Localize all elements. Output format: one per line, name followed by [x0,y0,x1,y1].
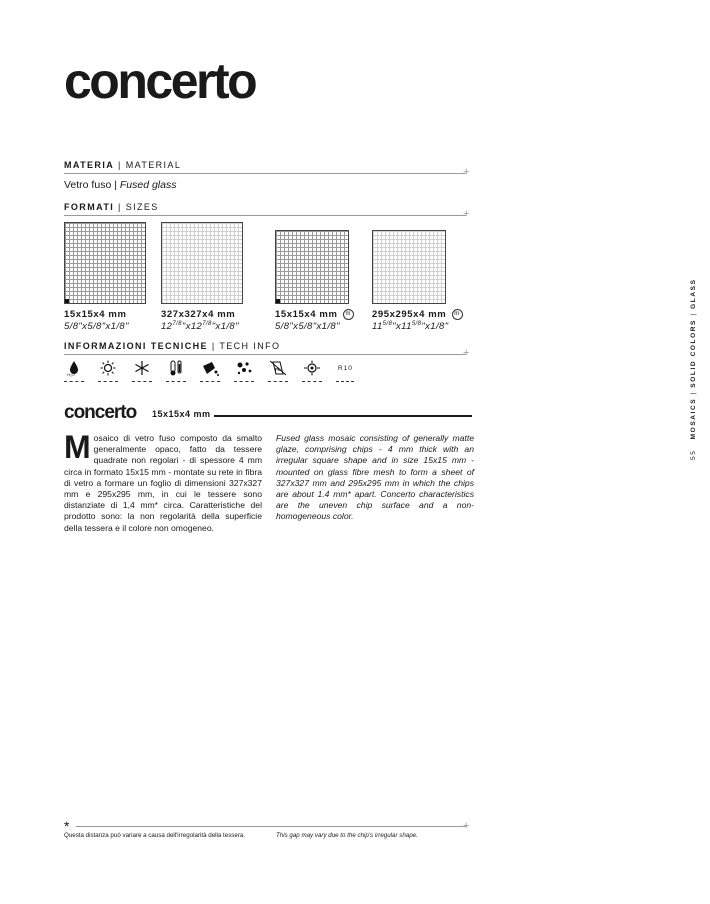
swatch-sheet-327 [161,222,243,304]
plus-mark: + [463,347,470,359]
mesh-symbol-icon: m [343,309,354,320]
product-size: 15x15x4 mm [152,409,211,419]
slip-rating-label: R10 [336,360,354,382]
material-header [64,160,181,170]
formats-header-sep: | [118,202,122,212]
product-title-rule [214,415,472,417]
mesh-symbol-icon: m [452,309,463,320]
chip-marker [276,299,280,303]
chemical-resistance-icon [200,360,220,382]
size-mm-3: 15x15x4 mm m [275,309,354,320]
tech-info-rule [64,354,466,355]
formats-header-en: SIZES [125,202,159,212]
plus-mark: + [463,166,470,178]
page-title: concerto [64,53,256,109]
category-glass: GLASS [690,278,697,309]
description-english: Fused glass mosaic consisting of generally matte glaze, comprising chips - 4 mm thick with an irregular square shape and in size 15x15 mm - mounted on glass fibre mesh to form a sheet of 327x327 mm and 295x295 mm in which the chips are about 1.4 mm* apart. Concerto characteristics are the uneven chip surface and a non-homogeneous color. [276,433,474,522]
stain-resistance-icon [234,360,254,382]
material-rule [64,173,466,174]
swatch-chip-15x15 [64,222,146,304]
size-mm-1: 15x15x4 mm [64,309,127,320]
colour-stability-icon [302,360,322,382]
lead-free-icon: Pb [268,360,288,382]
tech-info-header-it: INFORMAZIONI TECNICHE [64,341,208,351]
page-number: 55 [690,449,697,460]
material-value-en: Fused glass [119,179,177,191]
size-inch-2: $12^{7/8}"x12^{7/8}"x1/8$" [161,321,239,333]
size-inch-4: $11^{5/8}"x11^{5/8}"x1/8$" [372,321,449,333]
side-tab: 55 MOSAICS | SOLID COLORS | GLASS [690,278,697,460]
size-mm-2: 327x327x4 mm [161,309,236,320]
swatch-chip-15x15-b [275,230,349,304]
footnote-italian: Questa distanza può variare a causa dell'irregolarità della tessera. [64,832,246,839]
size-mm-4: 295x295x4 mm m [372,309,463,320]
footnote-english: This gap may vary due to the chip's irregular shape. [276,832,418,839]
description-italian [64,429,262,534]
plus-mark: + [463,208,470,220]
footnote-rule [76,826,466,827]
footnote-star: * [64,818,70,834]
material-header-en: MATERIAL [125,160,182,170]
tech-info-header-en: TECH INFO [219,341,281,351]
size-inch-3: 5/8"x5/8"x1/8" [275,321,340,332]
size-inch-1: 5/8"x5/8"x1/8" [64,321,129,332]
swatch-sheet-295 [372,230,446,304]
formats-header [64,202,159,212]
material-header-it: MATERIA [64,160,115,170]
description-italian-text: osaico di vetro fuso composto da smalto generalmente opaco, fatto da tessere quadrate non regolari - di spessore 4 mm circa in formato 15x15 mm - montate su rete in fibra di vetro a formare un foglio di dimensioni 327x327 mm e 295x295 mm, in cui le tessere sono distanziate di 1,4 mm* circa. Caratteristiche del prodotto sono: la non regolarità della superficie della tessera e il colore non omogeneo. [64,433,262,533]
material-value [64,179,176,191]
tech-info-header [64,341,280,351]
frost-resistance-icon [132,360,152,382]
thermal-shock-icon [166,360,186,382]
formats-header-it: FORMATI [64,202,115,212]
drop-cap: M [64,429,91,465]
category-mosaics: MOSAICS [690,397,697,440]
water-absorption-icon: H₂O [64,360,84,382]
tech-info-header-sep: | [211,341,216,351]
material-value-sep: | [114,179,117,191]
formats-rule [64,215,466,216]
plus-mark: + [463,820,470,832]
chip-marker [65,299,69,303]
material-header-sep: | [118,160,122,170]
material-value-it: Vetro fuso [64,179,112,191]
category-solid-colors: SOLID COLORS [690,319,697,388]
sun-resistance-icon [98,360,118,382]
product-name: concerto [64,402,137,423]
